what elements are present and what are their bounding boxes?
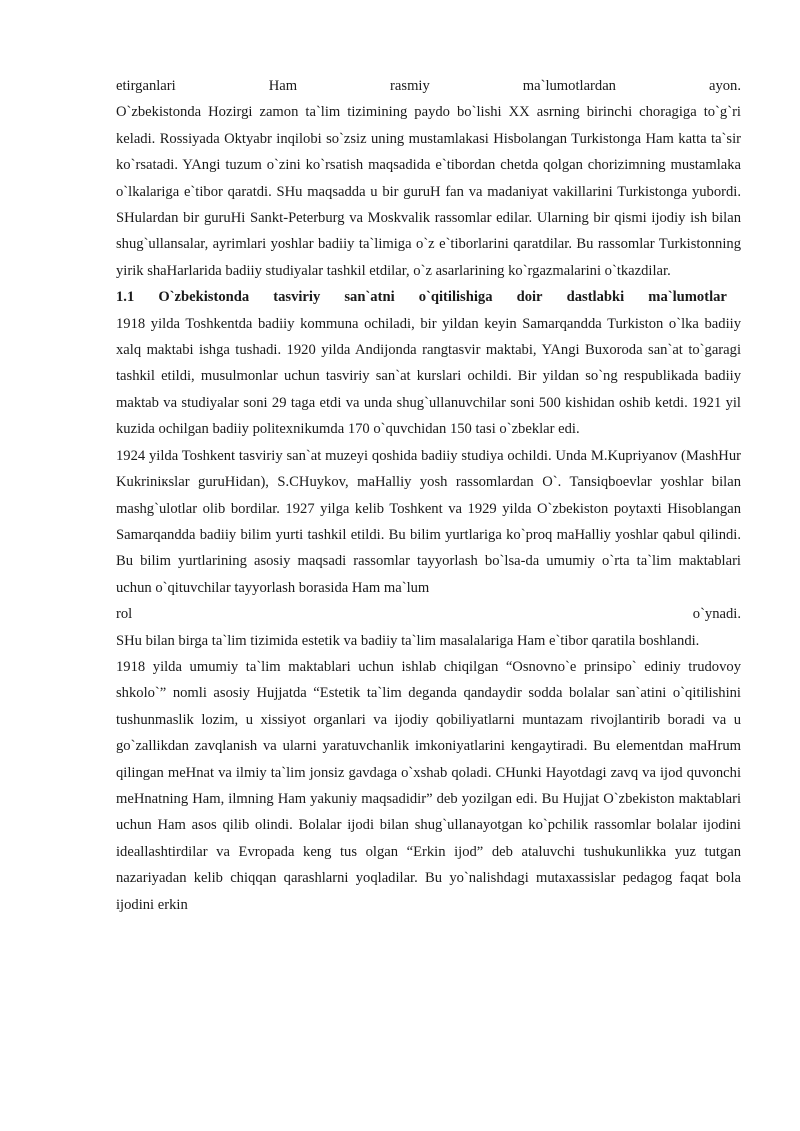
word: rasmiy <box>390 78 430 94</box>
opening-line <box>116 73 741 99</box>
heading-word: san`atni <box>344 289 395 306</box>
word: ayon. <box>708 78 741 94</box>
word: rol <box>116 606 133 623</box>
paragraph-3-last-line <box>116 601 741 627</box>
heading-word: O`zbekistonda <box>158 289 250 306</box>
word: ma`lumotlardan <box>522 78 616 94</box>
paragraph-3: 1924 yilda Toshkent tasviriy san`at muzeyi qoshida badiiy studiya ochildi. Unda M.Kupriyanov (MashHur Kukriniкslar guruHidan), S.CHuykov, maHalliy yosh rassomlardan O`. Tansiqboevlar yoshlar bilan mashg`ulotlar olib bordilar. 1927 yilga kelib Toshkent va 1929 yilda O`zbekiston poytaxti Hisoblangan Samarqandda badiiy bilim yurti tashkil etildi. Bu bilim yurtlariga ko`proq maHalliy yoshlar qabul qilindi. Bu bilim yurtlarining asosiy maqsadi rassomlar tayyorlash bo`lsa-da umumiy o`rta ta`lim maktablari uchun o`qituvchilar tayyorlash borasida Ham ma`lum <box>116 447 741 596</box>
word: Ham <box>268 78 298 94</box>
document-body <box>116 73 741 918</box>
paragraph-4: SHu bilan birga ta`lim tizimida estetik va badiiy ta`lim masalalariga Ham e`tibor qaratila boshlandi. <box>116 632 700 649</box>
section-heading <box>116 284 741 310</box>
heading-word: ma`lumotlar <box>648 289 727 306</box>
paragraph-1: O`zbekistonda Hozirgi zamon ta`lim tizimining paydo bo`lishi XX asrning birinchi choragiga to`g`ri keladi. Rossiyada Oktyabr inqilobi so`zsiz uning mustamlakasi Hisbolangan Turkistonga Ham katta ta`sir ko`rsatadi. YAngi tuzum o`zini ko`rsatish maqsadida e`tibordan chetda qolgan chorizimning mustamlaka o`lkalariga e`tibor qaratdi. SHu maqsadda u bir guruH fan va madaniyat vakillarini Turkistonga yubordi. SHulardan bir guruHi Sankt-Peterburg va Moskvalik rassomlar edilar. Ularning bir qismi ijodiy ish bilan shug`ullansalar, ayrimlari yoshlar badiiy ta`limiga o`z e`tiborlarini qaratdilar. Bu rassomlar Turkistonning yirik shaHarlarida badiiy studiyalar tashkil etdilar, o`z asarlarining ko`rgazmalarini o`tkazdilar. <box>116 104 741 279</box>
paragraph-5: 1918 yilda umumiy ta`lim maktablari uchun ishlab chiqilgan “Osnovno`e prinsipo` ediniy trudovoy shkolo`” nomli asosiy Hujjatda “Estetik ta`lim deganda qandaydir sodda bolalar san`atini o`qitilishini tushunmaslik lozim, u xissiyot organlari va ijodiy qobiliyatlarni muntazam rivojlantirib boradi va u go`zallikdan zavqlanish va ularni yaratuvchanlik imkoniyatlarini kengaytiradi. Bu elementdan maHrum qilingan meHnat va ilmiy ta`lim jonsiz gavdaga o`xshab qoladi. CHunki Hayotdagi zavq va ijod quvonchi meHnatning Ham, ilmning Ham yakuniy maqsadidir” deb yozilgan edi. Bu Hujjat O`zbekiston maktablari uchun Ham asos qilib olindi. Bolalar ijodi bilan shug`ullanayotgan ko`pchilik rassomlar bolalar ijodini ideallashtirdilar va Evropada keng tus olgan “Erkin ijod” deb ataluvchi tushukunlikka yuz tutgan nazariyadan kelib chiqqan qarashlarni yoqladilar. Bu yo`nalishdagi mutaxassislar pedagog faqat bola ijodini erkin <box>116 658 741 913</box>
word: etirganlari <box>116 78 176 94</box>
heading-word: doir <box>516 289 543 306</box>
heading-word: o`qitilishiga <box>418 289 493 306</box>
heading-word: dastlabki <box>566 289 625 306</box>
heading-word: tasviriy <box>273 289 321 306</box>
word: o`ynadi. <box>692 606 741 623</box>
heading-number: 1.1 <box>116 289 135 306</box>
paragraph-2: 1918 yilda Toshkentda badiiy kommuna ochiladi, bir yildan keyin Samarqandda Turkiston o`lka badiiy xalq maktabi ishga tushadi. 1920 yilda Andijonda rangtasvir maktabi, YAngi Buxoroda san`at to`garagi tashkil etildi, musulmonlar uchun tasviriy san`at kurslari ochildi. Bir yildan so`ng respublikada badiiy maktab va studiyalar soni 29 taga etdi va unda shug`ullanuvchilar soni 500 kishidan oshib ketdi. 1921 yil kuzida ochilgan badiiy politexnikumda 170 o`quvchidan 150 tasi o`zbeklar edi. <box>116 315 741 438</box>
